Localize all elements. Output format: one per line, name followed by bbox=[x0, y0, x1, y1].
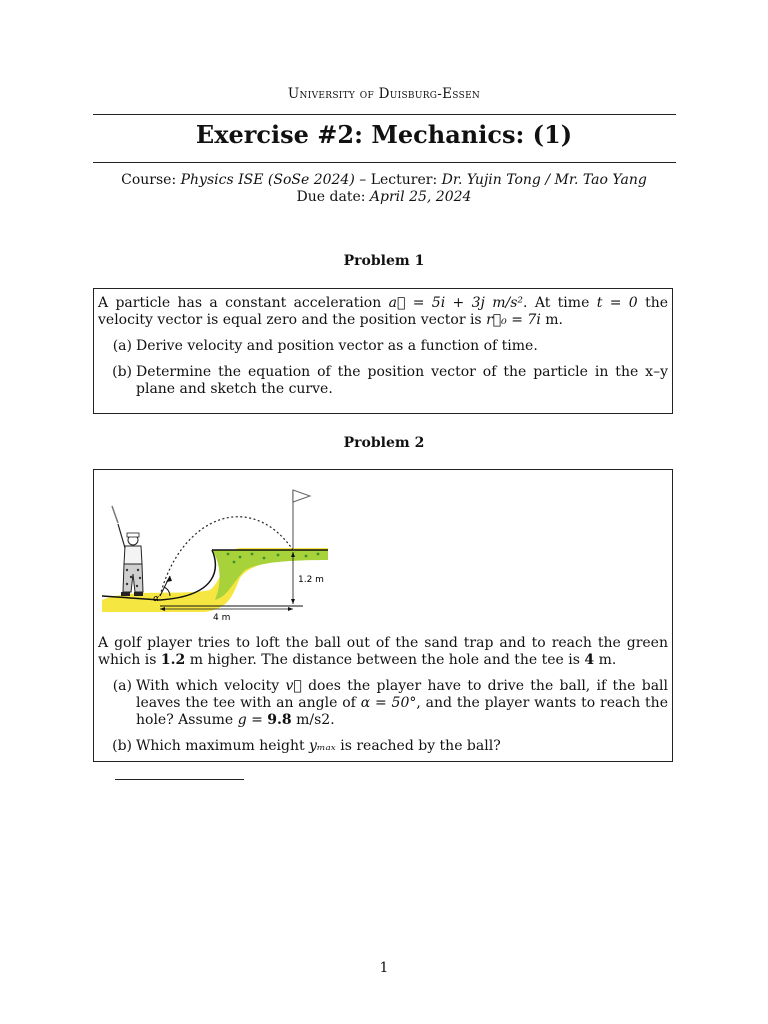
text-run: is reached by the ball? bbox=[340, 738, 501, 754]
distance-label: 4 m bbox=[213, 613, 231, 623]
exercise-title: Exercise #2: Mechanics: (1) bbox=[195, 120, 573, 149]
problem2-item-a bbox=[98, 678, 668, 729]
p1-text-3: the velocity vector is equal zero and the position vector is bbox=[98, 295, 668, 328]
lecturer-label: – Lecturer: bbox=[359, 172, 438, 188]
time-expression: t = 0 bbox=[596, 295, 638, 311]
item-text: Derive velocity and position vector as a function of time. bbox=[136, 338, 538, 354]
due-date-line bbox=[0, 189, 768, 205]
item-label: (b) bbox=[112, 364, 132, 380]
angle-label: α bbox=[153, 594, 159, 604]
p2-text-1: A golf player tries to loft the ball out of the sand trap and to reach the green which is bbox=[98, 635, 668, 668]
p1-text-4: m. bbox=[545, 312, 563, 328]
item-label: (b) bbox=[112, 738, 132, 754]
text-run: Which maximum height bbox=[136, 738, 305, 754]
course-label: Course: bbox=[121, 172, 177, 188]
problem2-item-b bbox=[98, 738, 668, 755]
item-text bbox=[136, 678, 668, 729]
text-run: m/s2. bbox=[296, 712, 335, 728]
title-rule-top bbox=[93, 114, 676, 115]
flag-icon bbox=[293, 490, 310, 502]
velocity-symbol: v⃗ bbox=[285, 678, 302, 694]
problem1-box bbox=[93, 288, 673, 414]
due-date: April 25, 2024 bbox=[369, 189, 472, 205]
text-run: = bbox=[251, 712, 263, 728]
problem1-intro bbox=[98, 295, 668, 329]
text-run: does the player have to drive the ball, if the ball leaves the tee with an angle of bbox=[136, 678, 669, 711]
problem1-item-b bbox=[98, 364, 668, 398]
problem1-item-a bbox=[98, 338, 668, 355]
gravity-value: 9.8 bbox=[267, 712, 292, 728]
golf-sketch-svg bbox=[100, 478, 332, 623]
gravity-symbol: g bbox=[237, 712, 247, 728]
university-name: University of Duisburg-Essen bbox=[287, 86, 481, 102]
item-text bbox=[136, 738, 668, 755]
p1-text-2: . At time bbox=[523, 295, 590, 311]
problem2-box bbox=[93, 469, 673, 762]
height-value: 1.2 bbox=[160, 652, 186, 668]
golf-figure bbox=[100, 478, 332, 623]
lecturer-names: Dr. Yujin Tong / Mr. Tao Yang bbox=[441, 172, 647, 188]
item-label: (a) bbox=[112, 678, 132, 694]
problem2-intro bbox=[98, 635, 668, 669]
title-rule-bottom bbox=[93, 162, 676, 163]
due-label: Due date: bbox=[296, 189, 366, 205]
ymax-symbol: yₘₐₓ bbox=[309, 738, 336, 754]
height-label: 1.2 m bbox=[298, 575, 324, 585]
course-name: Physics ISE (SoSe 2024) bbox=[180, 172, 355, 188]
item-label: (a) bbox=[112, 338, 132, 354]
p2-text-3: m. bbox=[598, 652, 617, 668]
text-run: , and the player wants to reach the hole? Assume bbox=[136, 695, 668, 728]
text-run: With which velocity bbox=[136, 678, 280, 694]
angle-expression: α = 50° bbox=[360, 695, 417, 711]
course-line bbox=[0, 172, 768, 188]
item-text: Determine the equation of the position vector of the particle in the x–y plane and sketch the curve. bbox=[136, 364, 668, 397]
problem2-heading: Problem 2 bbox=[343, 435, 425, 451]
page-number: 1 bbox=[379, 960, 389, 976]
acceleration-expression: a⃗ = 5i + 3j m/s² bbox=[388, 295, 524, 311]
position-expression: r⃗₀ = 7i bbox=[486, 312, 541, 328]
problem1-heading: Problem 1 bbox=[343, 253, 425, 269]
distance-value: 4 bbox=[584, 652, 595, 668]
p2-text-2: m higher. The distance between the hole and the tee is bbox=[189, 652, 580, 668]
golfer-figure bbox=[112, 506, 143, 596]
p1-text-1: A particle has a constant acceleration bbox=[98, 295, 382, 311]
footnote-rule bbox=[115, 779, 244, 780]
